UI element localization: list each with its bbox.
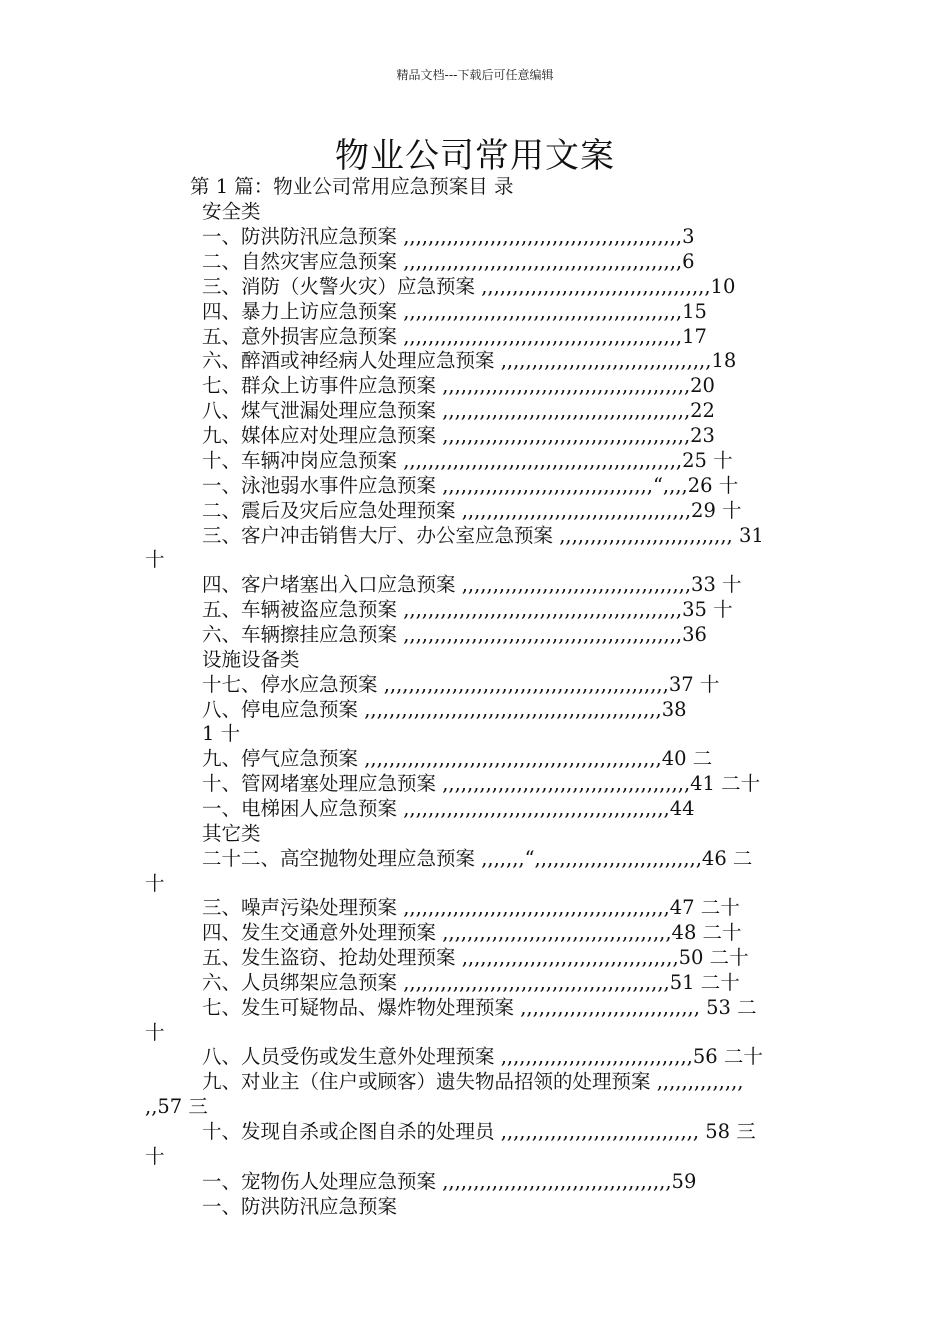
toc-wrap-fragment: 十 bbox=[145, 1021, 165, 1044]
toc-entry: 六、人员绑架应急预案 ,,,,,,,,,,,,,,,,,,,,,,,,,,,,,,,,,,,,,,,,,,,51 二十 bbox=[202, 971, 740, 994]
toc-entry: 三、消防（火警火灾）应急预案 ,,,,,,,,,,,,,,,,,,,,,,,,,,,,,,,,,,,,,10 bbox=[202, 275, 736, 298]
toc-entry: 十、管网堵塞处理应急预案 ,,,,,,,,,,,,,,,,,,,,,,,,,,,,,,,,,,,,,,,,41 二十 bbox=[202, 772, 761, 795]
toc-entry: 四、暴力上访应急预案 ,,,,,,,,,,,,,,,,,,,,,,,,,,,,,,,,,,,,,,,,,,,,,15 bbox=[202, 300, 707, 323]
toc-entry: 十、车辆冲岗应急预案 ,,,,,,,,,,,,,,,,,,,,,,,,,,,,,,,,,,,,,,,,,,,,,25 十 bbox=[202, 449, 733, 472]
toc-entry: 八、煤气泄漏处理应急预案 ,,,,,,,,,,,,,,,,,,,,,,,,,,,,,,,,,,,,,,,,22 bbox=[202, 399, 715, 422]
toc-entry: 五、车辆被盗应急预案 ,,,,,,,,,,,,,,,,,,,,,,,,,,,,,,,,,,,,,,,,,,,,,35 十 bbox=[202, 598, 733, 621]
document-title: 物业公司常用文案 bbox=[335, 136, 615, 176]
section-label-safety: 安全类 bbox=[202, 200, 261, 223]
toc-entry: 九、媒体应对处理应急预案 ,,,,,,,,,,,,,,,,,,,,,,,,,,,,,,,,,,,,,,,,23 bbox=[202, 424, 715, 447]
toc-entry: 八、停电应急预案 ,,,,,,,,,,,,,,,,,,,,,,,,,,,,,,,,,,,,,,,,,,,,,,,,38 bbox=[202, 698, 687, 721]
toc-entry: 九、对业主（住户或顾客）遗失物品招领的处理预案 ,,,,,,,,,,,,,, bbox=[202, 1070, 744, 1093]
page-header: 精品文档---下载后可任意编辑 bbox=[396, 68, 554, 82]
toc-entry: 四、发生交通意外处理预案 ,,,,,,,,,,,,,,,,,,,,,,,,,,,,,,,,,,,,,48 二十 bbox=[202, 921, 742, 944]
body-section-heading: 一、防洪防汛应急预案 bbox=[202, 1195, 398, 1218]
toc-entry: 三、噪声污染处理预案 ,,,,,,,,,,,,,,,,,,,,,,,,,,,,,,,,,,,,,,,,,,,47 二十 bbox=[202, 896, 740, 919]
toc-entry: 一、宠物伤人处理应急预案 ,,,,,,,,,,,,,,,,,,,,,,,,,,,,,,,,,,,,,59 bbox=[202, 1170, 697, 1193]
toc-entry: 一、防洪防汛应急预案 ,,,,,,,,,,,,,,,,,,,,,,,,,,,,,,,,,,,,,,,,,,,,,3 bbox=[202, 225, 695, 248]
toc-entry: 九、停气应急预案 ,,,,,,,,,,,,,,,,,,,,,,,,,,,,,,,,,,,,,,,,,,,,,,,,40 二 bbox=[202, 747, 713, 770]
toc-entry: 五、意外损害应急预案 ,,,,,,,,,,,,,,,,,,,,,,,,,,,,,,,,,,,,,,,,,,,,,17 bbox=[202, 325, 707, 348]
toc-entry: 一、电梯困人应急预案 ,,,,,,,,,,,,,,,,,,,,,,,,,,,,,,,,,,,,,,,,,,,44 bbox=[202, 797, 695, 820]
toc-entry: 七、群众上访事件应急预案 ,,,,,,,,,,,,,,,,,,,,,,,,,,,,,,,,,,,,,,,,20 bbox=[202, 374, 715, 397]
toc-wrap-fragment: ,,57 三 bbox=[145, 1095, 208, 1118]
toc-entry: 二十二、高空抛物处理应急预案 ,,,,,,,“,,,,,,,,,,,,,,,,,,,,,,,,,,,46 二 bbox=[202, 847, 753, 870]
toc-entry: 七、发生可疑物品、爆炸物处理预案 ,,,,,,,,,,,,,,,,,,,,,,,,,,,,, 53 二 bbox=[202, 996, 757, 1019]
toc-entry: 五、发生盗窃、抢劫处理预案 ,,,,,,,,,,,,,,,,,,,,,,,,,,,,,,,,,,,50 二十 bbox=[202, 946, 749, 969]
toc-wrap-fragment: 1 十 bbox=[202, 722, 241, 745]
toc-entry: 六、车辆擦挂应急预案 ,,,,,,,,,,,,,,,,,,,,,,,,,,,,,,,,,,,,,,,,,,,,,36 bbox=[202, 623, 707, 646]
toc-entry: 四、客户堵塞出入口应急预案 ,,,,,,,,,,,,,,,,,,,,,,,,,,,,,,,,,,,,,33 十 bbox=[202, 573, 742, 596]
toc-wrap-fragment: 十 bbox=[145, 548, 165, 571]
section-label-facilities: 设施设备类 bbox=[202, 648, 300, 671]
toc-entry: 三、客户冲击销售大厅、办公室应急预案 ,,,,,,,,,,,,,,,,,,,,,,,,,,,, 31 bbox=[202, 524, 764, 547]
toc-entry: 一、泳池弱水事件应急预案 ,,,,,,,,,,,,,,,,,,,,,,,,,,,,,,,,,,“,,,,26 十 bbox=[202, 474, 739, 497]
toc-entry: 十七、停水应急预案 ,,,,,,,,,,,,,,,,,,,,,,,,,,,,,,,,,,,,,,,,,,,,,,37 十 bbox=[202, 673, 720, 696]
toc-wrap-fragment: 十 bbox=[145, 1145, 165, 1168]
toc-entry: 十、发现自杀或企图自杀的处理员 ,,,,,,,,,,,,,,,,,,,,,,,,,,,,,,,, 58 三 bbox=[202, 1120, 756, 1143]
section-label-other: 其它类 bbox=[202, 822, 261, 845]
toc-heading: 第 1 篇：物业公司常用应急预案目 录 bbox=[190, 175, 514, 198]
toc-entry: 六、醉酒或神经病人处理应急预案 ,,,,,,,,,,,,,,,,,,,,,,,,,,,,,,,,,,18 bbox=[202, 349, 737, 372]
toc-entry: 八、人员受伤或发生意外处理预案 ,,,,,,,,,,,,,,,,,,,,,,,,,,,,,,,56 二十 bbox=[202, 1045, 763, 1068]
toc-entry: 二、自然灾害应急预案 ,,,,,,,,,,,,,,,,,,,,,,,,,,,,,,,,,,,,,,,,,,,,,6 bbox=[202, 250, 695, 273]
toc-entry: 二、震后及灾后应急处理预案 ,,,,,,,,,,,,,,,,,,,,,,,,,,,,,,,,,,,,,29 十 bbox=[202, 499, 742, 522]
toc-wrap-fragment: 十 bbox=[145, 872, 165, 895]
